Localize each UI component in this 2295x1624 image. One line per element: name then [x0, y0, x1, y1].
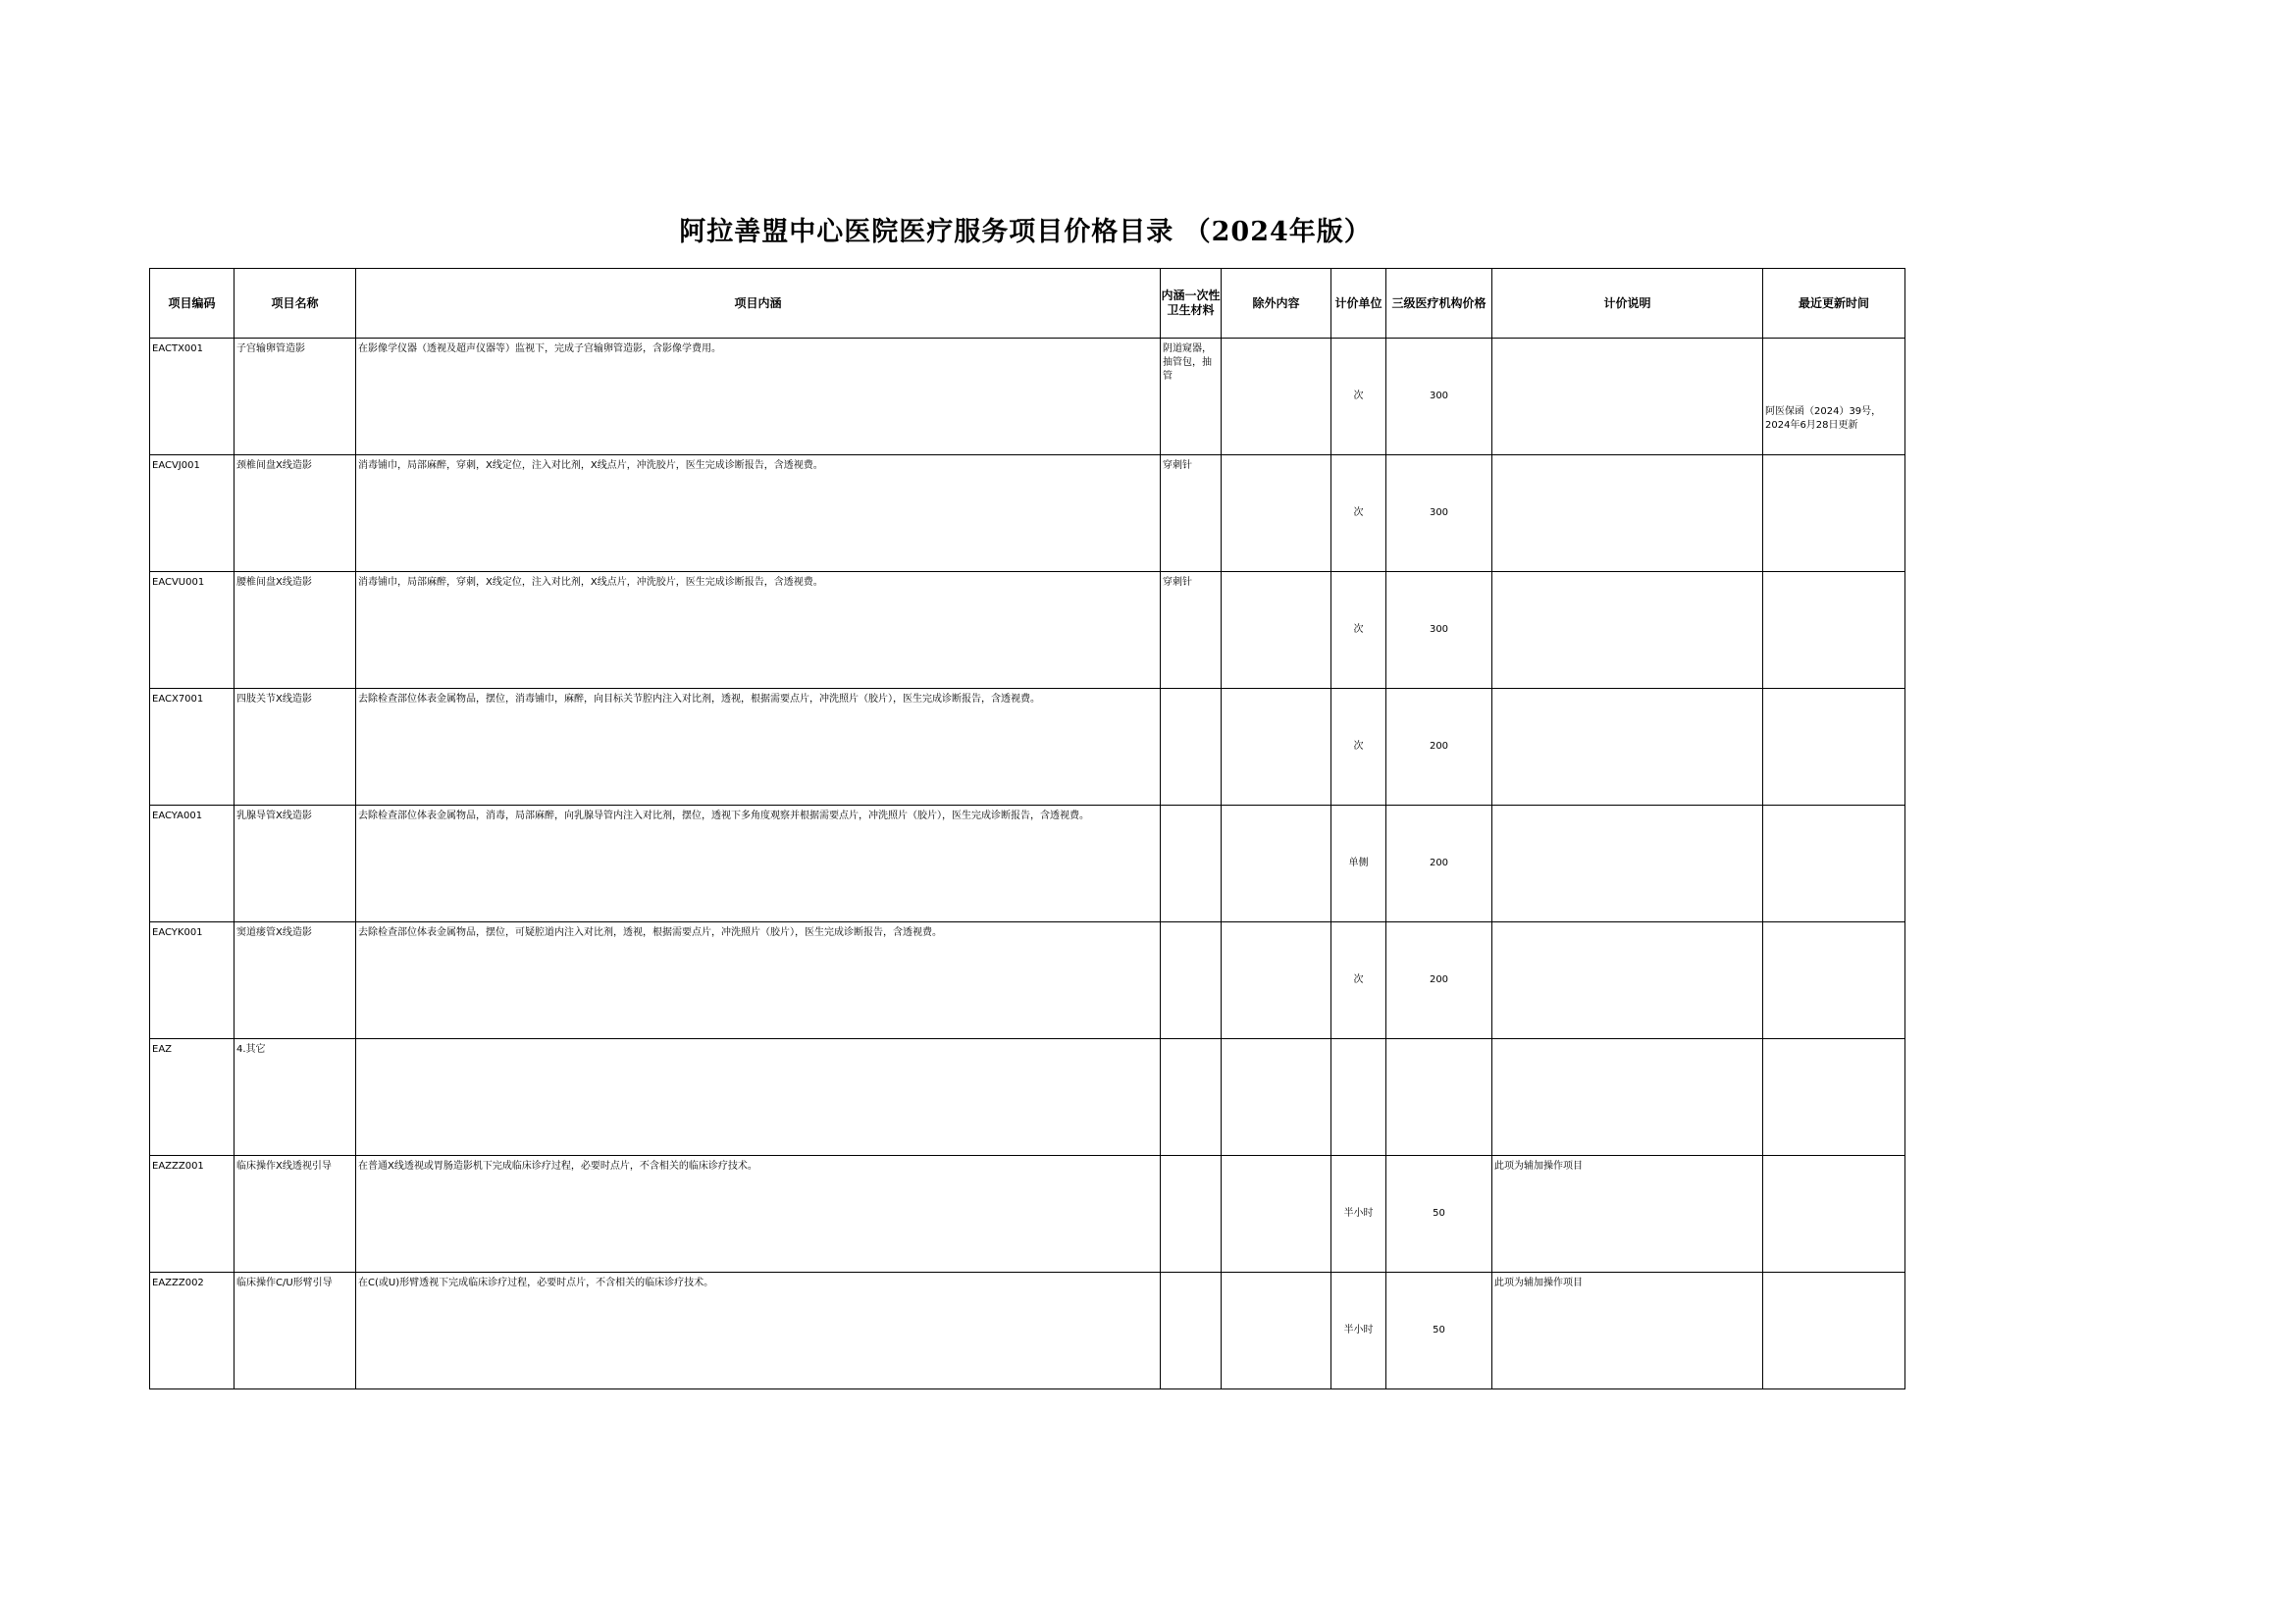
cell-price: 50 [1386, 1273, 1492, 1389]
cell-consumables: 阴道窥器，抽管包，抽管 [1161, 339, 1222, 455]
cell-unit [1331, 1039, 1386, 1156]
cell-consumables [1161, 806, 1222, 922]
table-row [150, 339, 1905, 455]
cell-exclusions [1222, 689, 1331, 806]
cell-unit: 次 [1331, 572, 1386, 689]
cell-updated [1763, 1273, 1905, 1389]
table-row [150, 572, 1905, 689]
cell-unit: 次 [1331, 689, 1386, 806]
cell-code: EACYK001 [150, 922, 235, 1039]
cell-exclusions [1222, 1156, 1331, 1273]
table-row [150, 1039, 1905, 1156]
cell-price: 50 [1386, 1156, 1492, 1273]
table-row [150, 922, 1905, 1039]
cell-updated [1763, 339, 1905, 455]
cell-explanation [1492, 1039, 1763, 1156]
cell-consumables: 穿刺针 [1161, 572, 1222, 689]
cell-code: EACVJ001 [150, 455, 235, 572]
header-consumables: 内涵一次性卫生材料 [1161, 269, 1222, 339]
cell-unit: 半小时 [1331, 1273, 1386, 1389]
cell-updated [1763, 922, 1905, 1039]
cell-content: 在影像学仪器（透视及超声仪器等）监视下，完成子宫输卵管造影，含影像学费用。 [356, 339, 1161, 455]
cell-content: 在C(或U)形臂透视下完成临床诊疗过程，必要时点片，不含相关的临床诊疗技术。 [356, 1273, 1161, 1389]
header-unit: 计价单位 [1331, 269, 1386, 339]
cell-code: EAZZZ002 [150, 1273, 235, 1389]
cell-code: EACTX001 [150, 339, 235, 455]
cell-updated [1763, 689, 1905, 806]
cell-exclusions [1222, 455, 1331, 572]
cell-price: 200 [1386, 922, 1492, 1039]
cell-unit: 半小时 [1331, 1156, 1386, 1273]
cell-content: 消毒铺巾，局部麻醉，穿刺，X线定位，注入对比剂，X线点片，冲洗胶片，医生完成诊断报告，含透视费。 [356, 572, 1161, 689]
cell-consumables [1161, 1273, 1222, 1389]
cell-exclusions [1222, 1039, 1331, 1156]
cell-updated [1763, 1156, 1905, 1273]
cell-name: 临床操作X线透视引导 [235, 1156, 356, 1273]
cell-name: 4.其它 [235, 1039, 356, 1156]
cell-content: 在普通X线透视或胃肠造影机下完成临床诊疗过程，必要时点片，不含相关的临床诊疗技术。 [356, 1156, 1161, 1273]
cell-content: 去除检查部位体表金属物品，摆位，消毒铺巾，麻醉，向目标关节腔内注入对比剂，透视，根据需要点片，冲洗照片（胶片），医生完成诊断报告，含透视费。 [356, 689, 1161, 806]
cell-consumables [1161, 1039, 1222, 1156]
cell-code: EAZZZ001 [150, 1156, 235, 1273]
price-table [149, 268, 1905, 1389]
cell-explanation: 此项为辅加操作项目 [1492, 1156, 1763, 1273]
header-code: 项目编码 [150, 269, 235, 339]
cell-name: 临床操作C/U形臂引导 [235, 1273, 356, 1389]
cell-name: 颈椎间盘X线造影 [235, 455, 356, 572]
cell-code: EACVU001 [150, 572, 235, 689]
cell-consumables [1161, 922, 1222, 1039]
cell-explanation [1492, 689, 1763, 806]
cell-price: 300 [1386, 572, 1492, 689]
cell-price: 200 [1386, 806, 1492, 922]
table-row [150, 1273, 1905, 1389]
cell-consumables: 穿刺针 [1161, 455, 1222, 572]
cell-name: 窦道瘘管X线造影 [235, 922, 356, 1039]
cell-unit: 次 [1331, 455, 1386, 572]
header-explanation: 计价说明 [1492, 269, 1763, 339]
cell-name: 四肢关节X线造影 [235, 689, 356, 806]
cell-content: 去除检查部位体表金属物品，消毒，局部麻醉，向乳腺导管内注入对比剂，摆位，透视下多角度观察并根据需要点片，冲洗照片（胶片），医生完成诊断报告，含透视费。 [356, 806, 1161, 922]
header-row [150, 269, 1905, 339]
cell-unit: 单侧 [1331, 806, 1386, 922]
cell-updated [1763, 806, 1905, 922]
cell-unit: 次 [1331, 922, 1386, 1039]
cell-consumables [1161, 689, 1222, 806]
cell-updated [1763, 1039, 1905, 1156]
cell-code: EAZ [150, 1039, 235, 1156]
cell-price: 200 [1386, 689, 1492, 806]
cell-exclusions [1222, 806, 1331, 922]
table-row [150, 689, 1905, 806]
cell-updated [1763, 572, 1905, 689]
header-price: 三级医疗机构价格 [1386, 269, 1492, 339]
table-row [150, 806, 1905, 922]
cell-explanation [1492, 806, 1763, 922]
cell-consumables [1161, 1156, 1222, 1273]
cell-name: 腰椎间盘X线造影 [235, 572, 356, 689]
cell-unit: 次 [1331, 339, 1386, 455]
cell-price: 300 [1386, 455, 1492, 572]
table-row [150, 1156, 1905, 1273]
page-title: 阿拉善盟中心医院医疗服务项目价格目录 （2024年版） [679, 217, 1372, 247]
cell-exclusions [1222, 339, 1331, 455]
cell-content: 消毒铺巾，局部麻醉，穿刺，X线定位，注入对比剂，X线点片，冲洗胶片，医生完成诊断报告，含透视费。 [356, 455, 1161, 572]
cell-exclusions [1222, 1273, 1331, 1389]
cell-updated [1763, 455, 1905, 572]
cell-code: EACX7001 [150, 689, 235, 806]
cell-explanation [1492, 572, 1763, 689]
cell-exclusions [1222, 922, 1331, 1039]
cell-content [356, 1039, 1161, 1156]
table-row [150, 455, 1905, 572]
update-note: 阿医保函（2024）39号，2024年6月28日更新 [1765, 406, 1882, 431]
cell-explanation [1492, 455, 1763, 572]
cell-content: 去除检查部位体表金属物品，摆位，可疑腔道内注入对比剂，透视，根据需要点片，冲洗照片（胶片），医生完成诊断报告，含透视费。 [356, 922, 1161, 1039]
cell-explanation [1492, 339, 1763, 455]
cell-price [1386, 1039, 1492, 1156]
cell-explanation [1492, 922, 1763, 1039]
cell-price: 300 [1386, 339, 1492, 455]
cell-explanation: 此项为辅加操作项目 [1492, 1273, 1763, 1389]
header-name: 项目名称 [235, 269, 356, 339]
cell-name: 子宫输卵管造影 [235, 339, 356, 455]
header-updated: 最近更新时间 [1763, 269, 1905, 339]
cell-code: EACYA001 [150, 806, 235, 922]
cell-name: 乳腺导管X线造影 [235, 806, 356, 922]
header-content: 项目内涵 [356, 269, 1161, 339]
cell-exclusions [1222, 572, 1331, 689]
header-exclusions: 除外内容 [1222, 269, 1331, 339]
